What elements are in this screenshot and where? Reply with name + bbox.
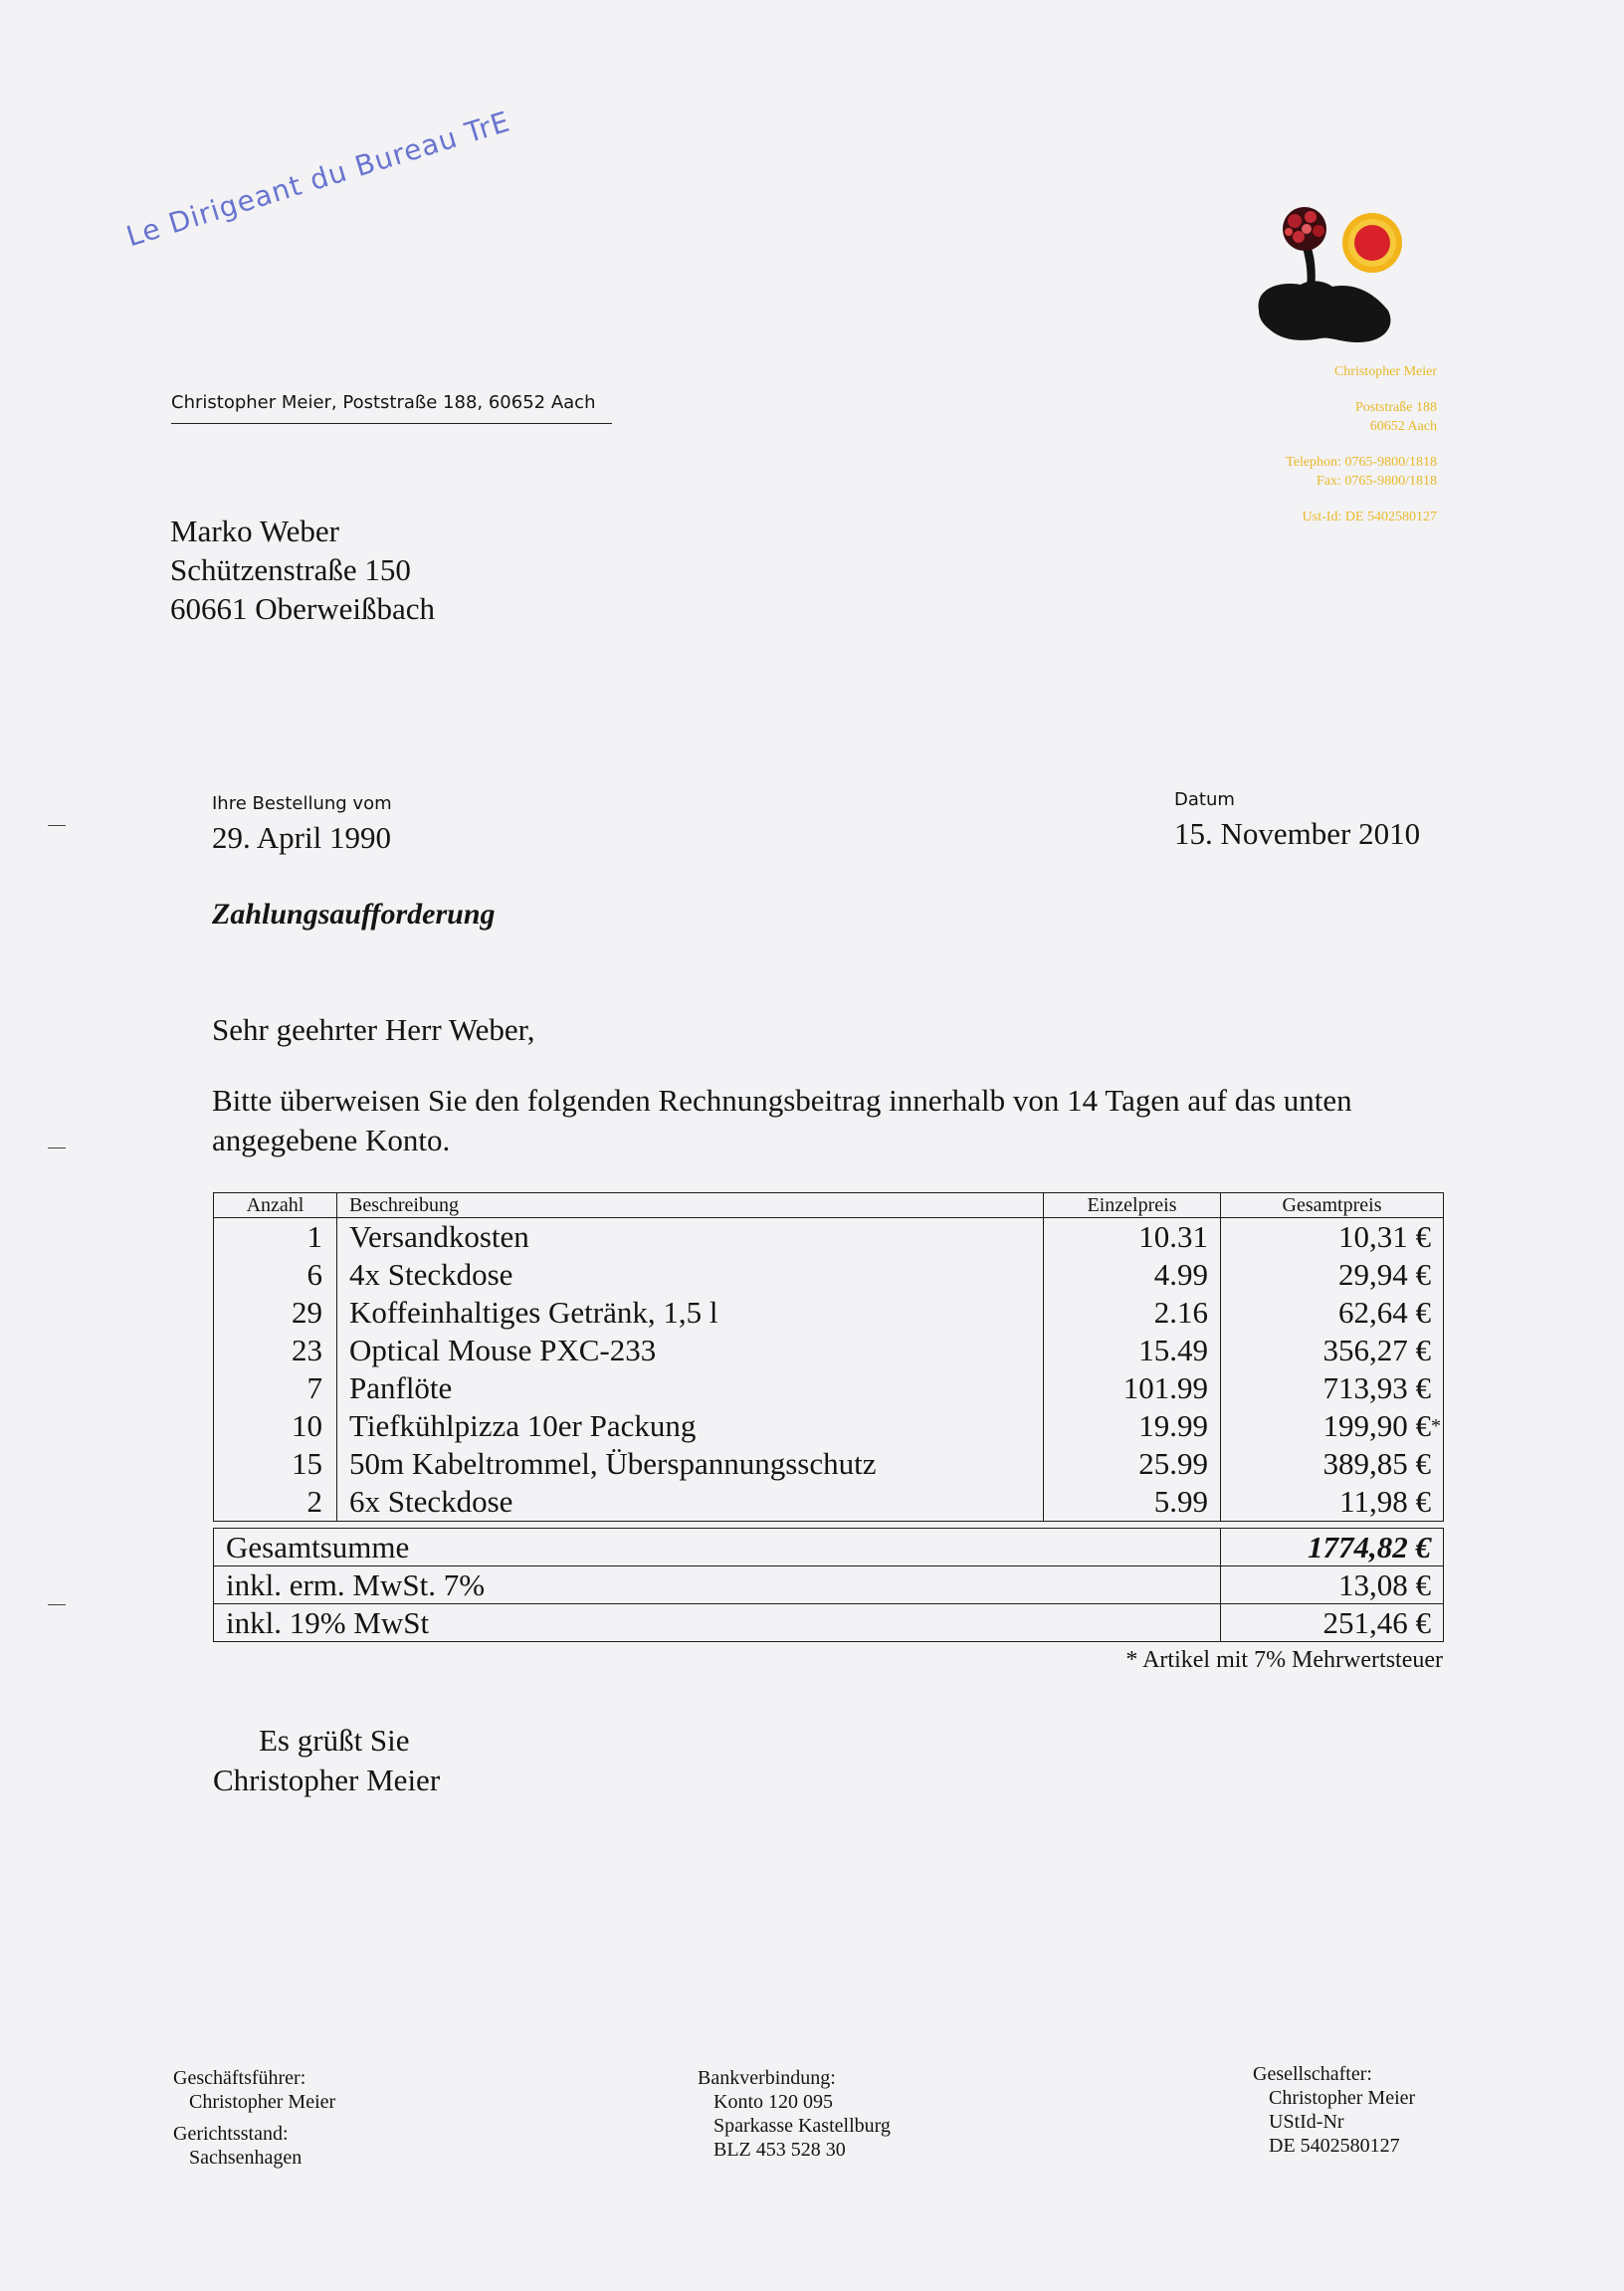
table-row bbox=[214, 1332, 1444, 1369]
recipient-address bbox=[170, 512, 435, 628]
footer-partner-name: Christopher Meier bbox=[1269, 2087, 1416, 2109]
letterhead-city: 60652 Aach bbox=[1369, 419, 1437, 434]
fold-mark bbox=[48, 1604, 66, 1605]
total-row bbox=[214, 1529, 1444, 1566]
footer-bank-name: Sparkasse Kastellburg bbox=[713, 2115, 891, 2137]
row-total-value: 389,85 € bbox=[1322, 1446, 1431, 1481]
closing bbox=[213, 1721, 440, 1800]
sender-line: Christopher Meier, Poststraße 188, 60652 Aach bbox=[171, 392, 596, 413]
row-total-value: 199,90 € bbox=[1322, 1408, 1431, 1443]
footer-bank-label: Bankverbindung: bbox=[698, 2067, 836, 2089]
fold-mark bbox=[48, 1147, 66, 1148]
row-qty: 6 bbox=[214, 1256, 337, 1294]
letterhead-phone: Telephon: 0765-9800/1818 bbox=[1286, 455, 1437, 470]
table-row bbox=[214, 1369, 1444, 1407]
totals-table bbox=[213, 1528, 1444, 1642]
footer-blz: BLZ 453 528 30 bbox=[713, 2139, 846, 2161]
footer-ustid-label: UStId-Nr bbox=[1269, 2111, 1344, 2133]
row-total bbox=[1221, 1218, 1444, 1257]
logo-blob bbox=[1259, 281, 1391, 342]
letterhead-name: Christopher Meier bbox=[1333, 364, 1437, 379]
row-total bbox=[1221, 1483, 1444, 1522]
row-description: Versandkosten bbox=[337, 1218, 1044, 1257]
recipient-name: Marko Weber bbox=[170, 514, 339, 548]
logo-flower bbox=[1283, 207, 1326, 251]
sender-divider bbox=[171, 423, 612, 424]
row-qty: 7 bbox=[214, 1369, 337, 1407]
row-unit-price: 19.99 bbox=[1044, 1407, 1221, 1445]
letterhead-fax: Fax: 0765-9800/1818 bbox=[1317, 474, 1437, 489]
total-row bbox=[214, 1566, 1444, 1604]
vat-standard-value: 251,46 € bbox=[1221, 1604, 1444, 1642]
row-total-value: 11,98 € bbox=[1339, 1484, 1431, 1519]
row-description: 6x Steckdose bbox=[337, 1483, 1044, 1522]
grand-total-value: 1774,82 € bbox=[1221, 1529, 1444, 1566]
row-total-value: 356,27 € bbox=[1322, 1333, 1431, 1367]
row-qty: 10 bbox=[214, 1407, 337, 1445]
table-header-row bbox=[214, 1193, 1444, 1218]
vat-standard-label: inkl. 19% MwSt bbox=[214, 1604, 1221, 1642]
salutation: Sehr geehrter Herr Weber, bbox=[212, 1012, 535, 1047]
table-row bbox=[214, 1407, 1444, 1445]
row-description: 4x Steckdose bbox=[337, 1256, 1044, 1294]
date-label: Datum bbox=[1174, 789, 1235, 810]
row-unit-price: 25.99 bbox=[1044, 1445, 1221, 1483]
table-row bbox=[214, 1445, 1444, 1483]
footer-middle bbox=[698, 2066, 891, 2162]
vat-reduced-value: 13,08 € bbox=[1221, 1566, 1444, 1604]
logo-sun bbox=[1342, 213, 1402, 273]
grand-total-label: Gesamtsumme bbox=[214, 1529, 1221, 1566]
footer-left bbox=[173, 2066, 335, 2170]
row-total-value: 713,93 € bbox=[1322, 1370, 1431, 1405]
header-unit-price: Einzelpreis bbox=[1044, 1193, 1221, 1218]
footer-right bbox=[1253, 2062, 1415, 2158]
stamp: Le Dirigeant du Bureau TrE bbox=[122, 104, 514, 254]
recipient-city: 60661 Oberweißbach bbox=[170, 591, 435, 626]
letterhead bbox=[1174, 362, 1437, 526]
logo-stem bbox=[1303, 245, 1316, 289]
row-total bbox=[1221, 1369, 1444, 1407]
row-qty: 23 bbox=[214, 1332, 337, 1369]
row-description: Panflöte bbox=[337, 1369, 1044, 1407]
row-description: Tiefkühlpizza 10er Packung bbox=[337, 1407, 1044, 1445]
row-mark: * bbox=[1431, 1415, 1441, 1437]
header-description: Beschreibung bbox=[337, 1193, 1044, 1218]
row-total-value: 10,31 € bbox=[1338, 1219, 1431, 1254]
body-text: Bitte überweisen Sie den folgenden Rechnungsbeitrag innerhalb von 14 Tagen auf das unten angegebene Konto. bbox=[212, 1083, 1352, 1157]
footer-account: Konto 120 095 bbox=[713, 2091, 833, 2113]
order-date: 29. April 1990 bbox=[212, 820, 391, 855]
row-total bbox=[1221, 1256, 1444, 1294]
vat-footnote: * Artikel mit 7% Mehrwertsteuer bbox=[1125, 1647, 1443, 1673]
row-unit-price: 2.16 bbox=[1044, 1294, 1221, 1332]
letterhead-ust: Ust-Id: DE 5402580127 bbox=[1302, 510, 1437, 524]
row-total-value: 62,64 € bbox=[1338, 1295, 1431, 1330]
footer-ceo-name: Christopher Meier bbox=[189, 2091, 336, 2113]
row-total bbox=[1221, 1332, 1444, 1369]
row-description: Optical Mouse PXC-233 bbox=[337, 1332, 1044, 1369]
order-label: Ihre Bestellung vom bbox=[212, 793, 392, 814]
closing-greeting: Es grüßt Sie bbox=[259, 1723, 410, 1758]
table-row bbox=[214, 1256, 1444, 1294]
footer-partner-label: Gesellschafter: bbox=[1253, 2063, 1372, 2085]
row-unit-price: 4.99 bbox=[1044, 1256, 1221, 1294]
row-qty: 2 bbox=[214, 1483, 337, 1522]
fold-mark bbox=[48, 825, 66, 826]
footer-court-value: Sachsenhagen bbox=[189, 2147, 303, 2169]
row-total-value: 29,94 € bbox=[1338, 1257, 1431, 1292]
footer-ceo-label: Geschäftsführer: bbox=[173, 2067, 306, 2089]
row-total bbox=[1221, 1294, 1444, 1332]
row-unit-price: 101.99 bbox=[1044, 1369, 1221, 1407]
row-description: Koffeinhaltiges Getränk, 1,5 l bbox=[337, 1294, 1044, 1332]
closing-name: Christopher Meier bbox=[213, 1763, 441, 1797]
row-qty: 15 bbox=[214, 1445, 337, 1483]
row-qty: 1 bbox=[214, 1218, 337, 1257]
header-qty: Anzahl bbox=[214, 1193, 337, 1218]
row-qty: 29 bbox=[214, 1294, 337, 1332]
row-unit-price: 10.31 bbox=[1044, 1218, 1221, 1257]
invoice-table bbox=[213, 1192, 1444, 1522]
table-row bbox=[214, 1294, 1444, 1332]
vat-reduced-label: inkl. erm. MwSt. 7% bbox=[214, 1566, 1221, 1604]
row-unit-price: 15.49 bbox=[1044, 1332, 1221, 1369]
company-logo bbox=[1249, 199, 1408, 348]
row-unit-price: 5.99 bbox=[1044, 1483, 1221, 1522]
table-row bbox=[214, 1483, 1444, 1522]
row-total bbox=[1221, 1445, 1444, 1483]
footer-court-label: Gerichtsstand: bbox=[173, 2123, 289, 2145]
row-total bbox=[1221, 1407, 1444, 1445]
recipient-street: Schützenstraße 150 bbox=[170, 552, 411, 587]
letterhead-street: Poststraße 188 bbox=[1354, 400, 1437, 415]
date-value: 15. November 2010 bbox=[1174, 816, 1421, 851]
table-row bbox=[214, 1218, 1444, 1257]
header-total-price: Gesamtpreis bbox=[1221, 1193, 1444, 1218]
total-row bbox=[214, 1604, 1444, 1642]
row-description: 50m Kabeltrommel, Überspannungsschutz bbox=[337, 1445, 1044, 1483]
footer-ustid-value: DE 5402580127 bbox=[1269, 2135, 1400, 2157]
subject: Zahlungsaufforderung bbox=[212, 898, 496, 931]
